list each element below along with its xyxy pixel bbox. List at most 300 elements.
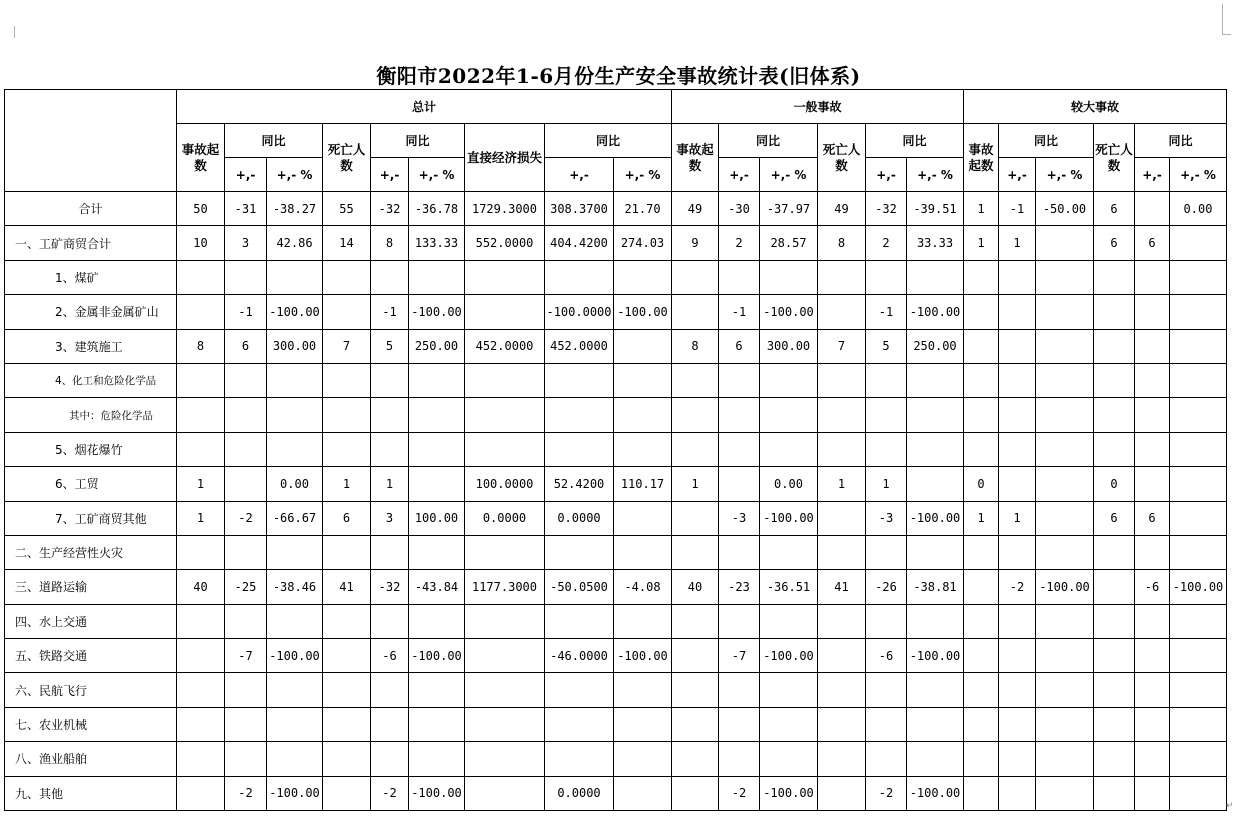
table-cell xyxy=(866,260,907,294)
table-cell: 49 xyxy=(672,192,719,226)
table-cell xyxy=(371,398,409,432)
table-cell xyxy=(1036,604,1094,638)
header-diff: +,- xyxy=(1135,158,1170,192)
table-cell: 250.00 xyxy=(409,329,465,363)
table-cell xyxy=(225,432,267,466)
table-cell: 5 xyxy=(371,329,409,363)
table-cell xyxy=(323,295,371,329)
table-cell xyxy=(760,398,818,432)
table-cell xyxy=(177,363,225,397)
table-cell xyxy=(1094,535,1135,569)
table-cell xyxy=(760,432,818,466)
row-label: 3、建筑施工 xyxy=(5,329,177,363)
row-label: 合计 xyxy=(5,192,177,226)
header-pct: +,- % xyxy=(614,158,672,192)
table-cell: -100.00 xyxy=(267,295,323,329)
table-cell: 1 xyxy=(323,467,371,501)
header-diff: +,- xyxy=(371,158,409,192)
table-cell: -25 xyxy=(225,570,267,604)
table-row xyxy=(5,604,1227,638)
table-cell xyxy=(760,673,818,707)
table-cell: -31 xyxy=(225,192,267,226)
table-cell: 7 xyxy=(323,329,371,363)
table-cell xyxy=(719,742,760,776)
table-cell xyxy=(964,535,999,569)
table-cell xyxy=(1170,639,1227,673)
table-row xyxy=(5,639,1227,673)
table-cell xyxy=(760,535,818,569)
table-cell xyxy=(409,467,465,501)
table-cell xyxy=(1036,398,1094,432)
table-cell xyxy=(818,363,866,397)
table-cell: 0 xyxy=(1094,467,1135,501)
table-cell: 0 xyxy=(964,467,999,501)
row-label: 八、渔业船舶 xyxy=(5,742,177,776)
table-cell xyxy=(1094,329,1135,363)
table-cell xyxy=(1170,226,1227,260)
table-cell: -100.00 xyxy=(614,295,672,329)
row-label: 九、其他 xyxy=(5,776,177,810)
table-cell xyxy=(614,501,672,535)
table-cell: 49 xyxy=(818,192,866,226)
table-cell: -6 xyxy=(1135,570,1170,604)
row-label: 其中：危险化学品 xyxy=(5,398,177,432)
accident-statistics-table xyxy=(4,89,1227,811)
table-cell xyxy=(465,432,545,466)
table-cell xyxy=(818,398,866,432)
table-cell xyxy=(1170,398,1227,432)
table-cell xyxy=(964,639,999,673)
table-cell xyxy=(999,535,1036,569)
table-cell xyxy=(999,604,1036,638)
header-yoy: 同比 xyxy=(719,124,818,158)
header-yoy: 同比 xyxy=(1135,124,1227,158)
table-cell xyxy=(465,707,545,741)
table-cell xyxy=(1094,639,1135,673)
table-cell xyxy=(964,329,999,363)
table-cell xyxy=(614,673,672,707)
table-cell: -7 xyxy=(225,639,267,673)
table-cell xyxy=(614,363,672,397)
table-cell xyxy=(866,707,907,741)
table-cell xyxy=(999,467,1036,501)
table-cell: 6 xyxy=(719,329,760,363)
table-cell xyxy=(907,707,964,741)
table-cell xyxy=(672,501,719,535)
table-cell xyxy=(267,432,323,466)
table-cell xyxy=(267,363,323,397)
row-label: 七、农业机械 xyxy=(5,707,177,741)
table-cell: 55 xyxy=(323,192,371,226)
table-cell xyxy=(465,639,545,673)
table-cell xyxy=(323,432,371,466)
table-cell xyxy=(1094,432,1135,466)
header-diff: +,- xyxy=(225,158,267,192)
table-cell xyxy=(1036,535,1094,569)
table-cell xyxy=(371,742,409,776)
table-cell xyxy=(1036,260,1094,294)
table-row xyxy=(5,398,1227,432)
header-accidents: 事故起数 xyxy=(672,124,719,192)
table-cell xyxy=(614,707,672,741)
table-cell xyxy=(1094,707,1135,741)
table-cell: 8 xyxy=(672,329,719,363)
table-cell xyxy=(545,742,614,776)
table-cell xyxy=(1094,398,1135,432)
table-cell: -6 xyxy=(371,639,409,673)
table-cell xyxy=(267,707,323,741)
table-cell: -3 xyxy=(719,501,760,535)
table-cell xyxy=(371,260,409,294)
table-cell xyxy=(409,673,465,707)
table-cell xyxy=(672,260,719,294)
table-cell xyxy=(999,673,1036,707)
table-cell xyxy=(1135,398,1170,432)
table-cell: 8 xyxy=(371,226,409,260)
table-cell xyxy=(999,295,1036,329)
table-cell xyxy=(672,673,719,707)
table-cell xyxy=(907,535,964,569)
table-cell xyxy=(719,604,760,638)
table-cell xyxy=(1170,604,1227,638)
table-cell: -38.46 xyxy=(267,570,323,604)
table-cell xyxy=(1135,776,1170,810)
table-cell xyxy=(907,604,964,638)
table-cell: 2 xyxy=(719,226,760,260)
row-label: 5、烟花爆竹 xyxy=(5,432,177,466)
table-cell xyxy=(409,604,465,638)
table-cell xyxy=(1036,673,1094,707)
table-cell xyxy=(672,398,719,432)
table-cell xyxy=(1135,192,1170,226)
table-cell: 14 xyxy=(323,226,371,260)
table-cell: 0.00 xyxy=(760,467,818,501)
table-cell xyxy=(1135,295,1170,329)
table-cell: -100.00 xyxy=(907,776,964,810)
header-yoy: 同比 xyxy=(371,124,465,158)
table-cell xyxy=(177,673,225,707)
table-cell xyxy=(999,776,1036,810)
table-cell: -1 xyxy=(866,295,907,329)
table-cell xyxy=(719,707,760,741)
table-cell xyxy=(719,363,760,397)
table-cell xyxy=(999,742,1036,776)
table-cell xyxy=(1170,673,1227,707)
table-cell xyxy=(545,673,614,707)
table-cell xyxy=(1135,742,1170,776)
table-cell xyxy=(1094,363,1135,397)
table-cell xyxy=(1036,776,1094,810)
table-cell xyxy=(1036,329,1094,363)
table-cell xyxy=(907,467,964,501)
table-cell xyxy=(818,295,866,329)
table-cell: -26 xyxy=(866,570,907,604)
table-cell xyxy=(614,535,672,569)
table-cell: -50.0500 xyxy=(545,570,614,604)
table-cell: 40 xyxy=(672,570,719,604)
table-row xyxy=(5,226,1227,260)
table-cell: 1 xyxy=(177,467,225,501)
table-cell xyxy=(1036,363,1094,397)
table-cell: -2 xyxy=(866,776,907,810)
table-cell xyxy=(371,707,409,741)
table-cell xyxy=(465,604,545,638)
table-cell xyxy=(177,707,225,741)
table-cell: 300.00 xyxy=(267,329,323,363)
table-cell xyxy=(1170,295,1227,329)
table-cell: 8 xyxy=(818,226,866,260)
table-cell xyxy=(177,260,225,294)
header-diff: +,- xyxy=(999,158,1036,192)
table-cell xyxy=(1036,467,1094,501)
table-cell xyxy=(225,467,267,501)
table-cell: 1 xyxy=(999,501,1036,535)
table-cell xyxy=(964,260,999,294)
table-cell xyxy=(409,535,465,569)
table-cell xyxy=(225,535,267,569)
table-cell xyxy=(1170,363,1227,397)
table-cell xyxy=(1094,295,1135,329)
header-pct: +,- % xyxy=(1036,158,1094,192)
table-cell: 8 xyxy=(177,329,225,363)
table-cell xyxy=(267,535,323,569)
table-cell xyxy=(323,707,371,741)
table-cell xyxy=(719,398,760,432)
table-cell xyxy=(866,363,907,397)
table-cell xyxy=(719,467,760,501)
table-cell: -2 xyxy=(999,570,1036,604)
table-cell: 1 xyxy=(964,192,999,226)
table-cell: -100.00 xyxy=(760,295,818,329)
table-cell: 3 xyxy=(225,226,267,260)
table-cell xyxy=(964,673,999,707)
table-cell xyxy=(964,604,999,638)
table-cell xyxy=(964,742,999,776)
table-cell xyxy=(1170,707,1227,741)
table-cell xyxy=(1036,432,1094,466)
table-cell: -2 xyxy=(225,776,267,810)
table-cell: 1177.3000 xyxy=(465,570,545,604)
table-cell xyxy=(818,501,866,535)
table-cell: -100.00 xyxy=(1036,570,1094,604)
table-cell xyxy=(1170,329,1227,363)
table-cell: -50.00 xyxy=(1036,192,1094,226)
table-cell xyxy=(672,742,719,776)
table-cell xyxy=(907,398,964,432)
table-cell: 1 xyxy=(818,467,866,501)
table-cell xyxy=(866,673,907,707)
header-pct: +,- % xyxy=(760,158,818,192)
table-row xyxy=(5,776,1227,810)
table-row xyxy=(5,467,1227,501)
header-deaths: 死亡人数 xyxy=(1094,124,1135,192)
table-cell xyxy=(907,432,964,466)
row-label: 2、金属非金属矿山 xyxy=(5,295,177,329)
table-cell: 0.0000 xyxy=(545,501,614,535)
table-cell xyxy=(1094,673,1135,707)
page-corner-mark xyxy=(1222,4,1231,35)
table-cell: -36.78 xyxy=(409,192,465,226)
table-cell xyxy=(760,742,818,776)
table-cell xyxy=(225,742,267,776)
table-cell: 21.70 xyxy=(614,192,672,226)
table-cell xyxy=(614,260,672,294)
table-cell: 0.00 xyxy=(267,467,323,501)
table-cell xyxy=(545,398,614,432)
table-body xyxy=(5,192,1227,811)
table-cell: 2 xyxy=(866,226,907,260)
table-cell xyxy=(371,604,409,638)
table-cell: 6 xyxy=(225,329,267,363)
table-cell xyxy=(907,363,964,397)
header-diff: +,- xyxy=(866,158,907,192)
table-cell xyxy=(465,673,545,707)
table-cell xyxy=(545,707,614,741)
table-cell: -2 xyxy=(371,776,409,810)
table-cell xyxy=(225,398,267,432)
table-cell xyxy=(323,639,371,673)
table-cell xyxy=(1135,673,1170,707)
table-cell xyxy=(818,707,866,741)
document-title: 衡阳市2022年1-6月份生产安全事故统计表(旧体系) xyxy=(376,64,861,88)
table-cell xyxy=(614,398,672,432)
table-cell xyxy=(907,673,964,707)
table-cell xyxy=(177,776,225,810)
table-cell xyxy=(760,604,818,638)
table-cell: 1 xyxy=(672,467,719,501)
header-yoy: 同比 xyxy=(545,124,672,158)
table-cell: -1 xyxy=(371,295,409,329)
table-cell xyxy=(760,707,818,741)
table-cell: 1 xyxy=(371,467,409,501)
table-cell xyxy=(1135,707,1170,741)
table-cell: 404.4200 xyxy=(545,226,614,260)
table-row xyxy=(5,742,1227,776)
table-cell xyxy=(177,295,225,329)
table-cell xyxy=(1170,501,1227,535)
table-cell xyxy=(409,707,465,741)
table-cell xyxy=(1094,604,1135,638)
table-cell: 308.3700 xyxy=(545,192,614,226)
header-loss: 直接经济损失 xyxy=(465,124,545,192)
table-cell xyxy=(1094,570,1135,604)
table-cell xyxy=(323,604,371,638)
table-cell: 0.0000 xyxy=(545,776,614,810)
table-row xyxy=(5,570,1227,604)
table-cell xyxy=(323,742,371,776)
table-cell: 133.33 xyxy=(409,226,465,260)
table-cell: 42.86 xyxy=(267,226,323,260)
row-label: 7、工矿商贸其他 xyxy=(5,501,177,535)
table-cell: 100.0000 xyxy=(465,467,545,501)
table-cell xyxy=(818,260,866,294)
table-cell: 40 xyxy=(177,570,225,604)
table-row xyxy=(5,295,1227,329)
table-cell: 250.00 xyxy=(907,329,964,363)
row-label: 4、化工和危险化学品 xyxy=(5,363,177,397)
table-cell xyxy=(267,604,323,638)
table-cell: -100.00 xyxy=(267,776,323,810)
table-cell xyxy=(1094,742,1135,776)
table-row xyxy=(5,501,1227,535)
table-row xyxy=(5,260,1227,294)
table-cell: 452.0000 xyxy=(545,329,614,363)
table-cell xyxy=(1135,604,1170,638)
table-cell xyxy=(323,260,371,294)
table-cell: -2 xyxy=(719,776,760,810)
table-cell xyxy=(1094,776,1135,810)
table-cell xyxy=(1135,363,1170,397)
table-cell: 552.0000 xyxy=(465,226,545,260)
table-cell: 9 xyxy=(672,226,719,260)
table-cell: -38.27 xyxy=(267,192,323,226)
table-cell xyxy=(409,260,465,294)
table-cell: -23 xyxy=(719,570,760,604)
table-cell xyxy=(1135,467,1170,501)
table-cell: -100.00 xyxy=(1170,570,1227,604)
table-cell xyxy=(1036,226,1094,260)
table-cell xyxy=(719,673,760,707)
table-cell: -1 xyxy=(999,192,1036,226)
table-cell xyxy=(866,398,907,432)
table-cell xyxy=(614,604,672,638)
table-cell xyxy=(1170,535,1227,569)
table-cell: -3 xyxy=(866,501,907,535)
header-pct: +,- % xyxy=(409,158,465,192)
table-cell xyxy=(614,329,672,363)
table-cell: 1 xyxy=(964,226,999,260)
table-cell: 1729.3000 xyxy=(465,192,545,226)
table-cell xyxy=(614,776,672,810)
table-cell xyxy=(465,260,545,294)
table-cell xyxy=(1170,742,1227,776)
table-cell xyxy=(177,639,225,673)
row-label: 6、工贸 xyxy=(5,467,177,501)
table-row xyxy=(5,432,1227,466)
table-cell xyxy=(672,776,719,810)
table-row xyxy=(5,192,1227,226)
table-row xyxy=(5,707,1227,741)
table-cell: -100.00 xyxy=(409,295,465,329)
table-cell xyxy=(545,432,614,466)
table-cell xyxy=(760,260,818,294)
table-cell: -6 xyxy=(866,639,907,673)
table-cell xyxy=(465,295,545,329)
table-cell xyxy=(177,604,225,638)
table-cell: 50 xyxy=(177,192,225,226)
table-cell xyxy=(818,673,866,707)
table-cell xyxy=(267,673,323,707)
table-cell xyxy=(964,707,999,741)
row-label: 二、生产经营性火灾 xyxy=(5,535,177,569)
table-cell xyxy=(465,535,545,569)
table-cell: 0.00 xyxy=(1170,192,1227,226)
header-accidents: 事故起数 xyxy=(964,124,999,192)
table-cell xyxy=(267,742,323,776)
table-cell xyxy=(964,570,999,604)
table-cell xyxy=(545,363,614,397)
table-cell xyxy=(371,432,409,466)
header-corner-cell xyxy=(5,90,177,192)
table-cell xyxy=(999,329,1036,363)
table-cell: 6 xyxy=(1094,226,1135,260)
table-cell: -100.00 xyxy=(760,639,818,673)
table-cell xyxy=(1135,329,1170,363)
table-cell xyxy=(1170,260,1227,294)
table-cell xyxy=(1170,467,1227,501)
table-cell xyxy=(409,432,465,466)
table-cell xyxy=(672,295,719,329)
